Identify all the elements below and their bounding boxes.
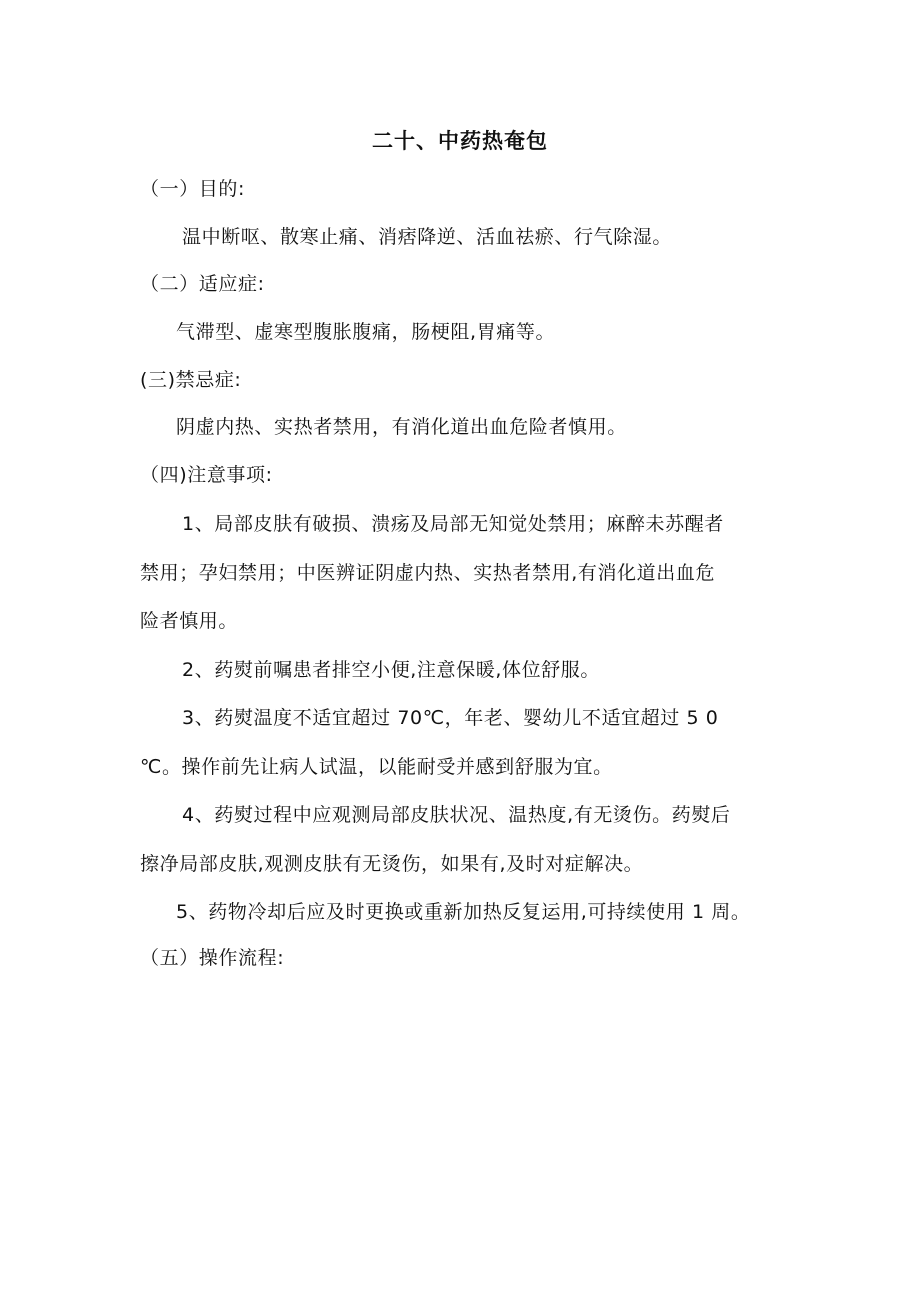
- section-text-indications: 气滞型、虚寒型腹胀腹痛，肠梗阻,胃痛等。: [176, 321, 556, 343]
- section-heading-indications: （二）适应症:: [140, 273, 265, 295]
- precaution-item-1-line-1: 1、局部皮肤有破损、溃疡及局部无知觉处禁用；麻醉未苏醒者: [182, 513, 724, 535]
- precaution-item-5: 5、药物冷却后应及时更换或重新加热反复运用,可持续使用 1 周。: [176, 901, 751, 923]
- precaution-item-3-line-1: 3、药熨温度不适宜超过 70℃，年老、婴幼儿不适宜超过 5 0: [182, 707, 719, 729]
- precaution-item-2: 2、药熨前嘱患者排空小便,注意保暖,体位舒服。: [182, 659, 600, 681]
- precaution-item-1-line-2: 禁用；孕妇禁用；中医辨证阴虚内热、实热者禁用,有消化道出血危: [140, 562, 716, 584]
- section-heading-purpose: （一）目的:: [140, 178, 246, 200]
- precaution-item-4-line-2: 擦净局部皮肤,观测皮肤有无烫伤，如果有,及时对症解决。: [140, 853, 644, 875]
- precaution-item-4-line-1: 4、药熨过程中应观测局部皮肤状况、温热度,有无烫伤。药熨后: [182, 804, 731, 826]
- section-heading-procedure: （五）操作流程:: [140, 947, 285, 969]
- section-heading-precautions: （四)注意事项:: [140, 464, 273, 486]
- precaution-item-3-line-2: ℃。操作前先让病人试温，以能耐受并感到舒服为宜。: [140, 756, 613, 778]
- section-text-purpose: 温中断呕、散寒止痛、消痞降逆、活血祛瘀、行气除湿。: [182, 226, 673, 248]
- precaution-item-1-line-3: 险者慎用。: [140, 610, 239, 632]
- section-text-contraindications: 阴虚内热、实热者禁用，有消化道出血危险者慎用。: [176, 416, 627, 438]
- document-title: 二十、中药热奄包: [372, 129, 548, 153]
- section-heading-contraindications: (三)禁忌症:: [140, 369, 242, 391]
